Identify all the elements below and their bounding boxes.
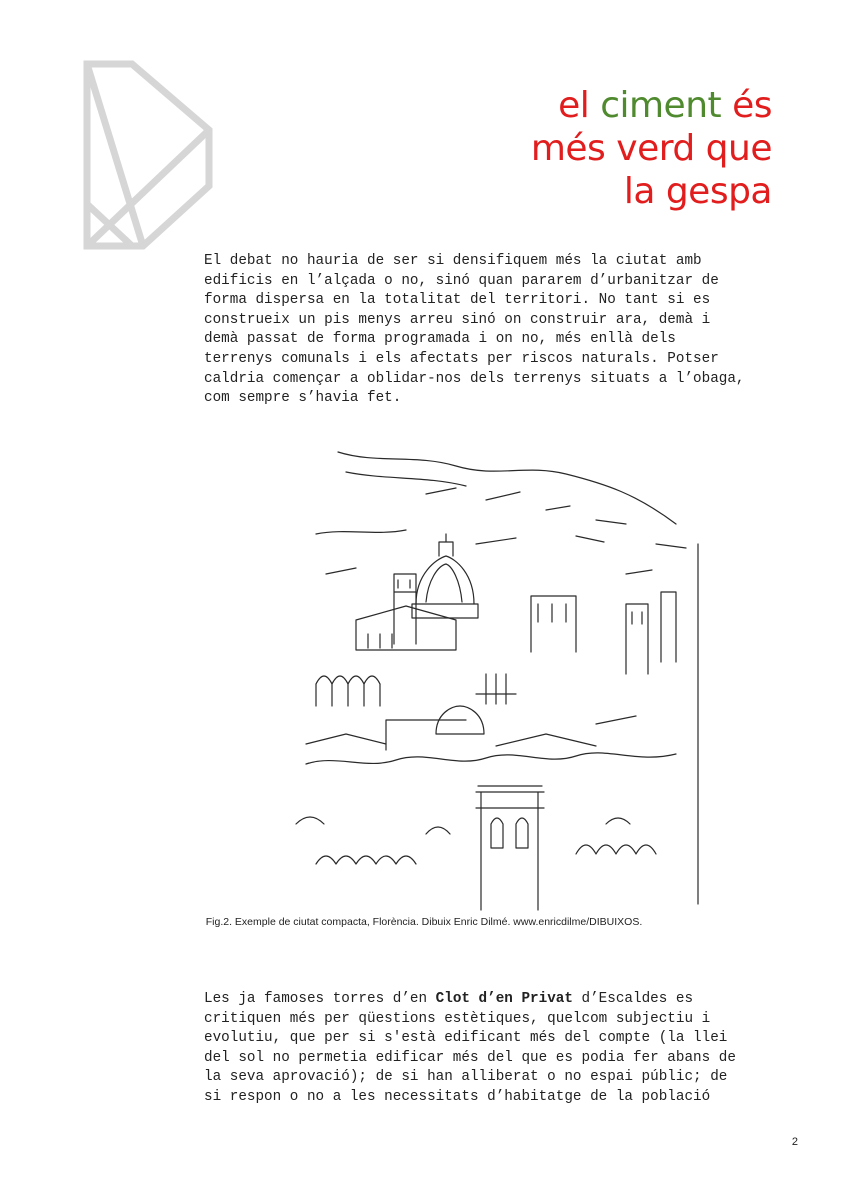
title-word-ciment: ciment — [600, 85, 722, 126]
paragraph-line: terrenys comunals i els afectats per riscos naturals. Potser — [204, 350, 719, 367]
paragraph-line: construeix un pis menys arreu sinó on construir ara, demà i — [204, 311, 711, 328]
title-word-es: és — [721, 85, 772, 126]
figure-caption: Fig.2. Exemple de ciutat compacta, Florència. Dibuix Enric Dilmé. www.enricdilme/DIBUIXOS. — [205, 916, 643, 928]
paragraph-line: edificis en l’alçada o no, sinó quan pararem d’urbanitzar de — [204, 272, 719, 289]
paragraph-line — [204, 990, 814, 1010]
paragraph-line: El debat no hauria de ser si densifiquem més la ciutat amb — [204, 253, 702, 269]
body-paragraph-2 — [204, 990, 814, 1108]
paragraph-line: caldria començar a oblidar-nos dels terrenys situats a l’obaga, — [204, 370, 745, 387]
paragraph-text: d’Escaldes es — [572, 991, 694, 1007]
paragraph-line: si respon o no a les necessitats d’habitatge de la població — [204, 1088, 711, 1105]
paragraph-line: del sol no permetia edificar més del que es podia fer abans de — [204, 1049, 736, 1066]
florence-sketch-drawing — [276, 424, 716, 912]
bold-place-name: Clot d’en Privat — [435, 991, 573, 1007]
paragraph-line: forma dispersa en la totalitat del territori. No tant si es — [204, 292, 711, 309]
paragraph-text: Les ja famoses torres d’en — [204, 991, 436, 1007]
page-number: 2 — [791, 1136, 798, 1148]
paragraph-line: evolutiu, que per si s'està edificant més del compte (la llei — [204, 1030, 728, 1047]
geometric-d-logo-icon — [80, 58, 216, 252]
paragraph-line: la seva aprovació); de si han alliberat o no espai públic; de — [204, 1069, 728, 1086]
page-title — [531, 84, 772, 213]
title-word-el: el — [558, 85, 601, 126]
body-paragraph-1 — [204, 252, 814, 409]
title-line-2: més verd que — [530, 128, 772, 169]
title-line-3: la gespa — [623, 171, 772, 212]
paragraph-line: com sempre s’havia fet. — [204, 390, 402, 407]
title-line-1 — [531, 84, 772, 127]
paragraph-line: demà passat de forma programada i on no, més enllà dels — [204, 331, 676, 348]
paragraph-line: critiquen més per qüestions estètiques, quelcom subjectiu i — [204, 1010, 711, 1027]
